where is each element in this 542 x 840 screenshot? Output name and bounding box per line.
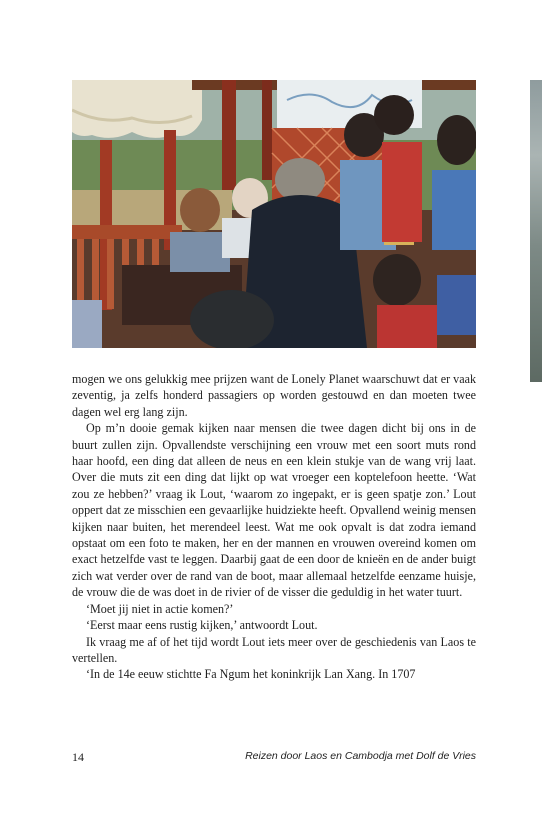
body-text [72,371,476,683]
paragraph: mogen we ons gelukkig mee prijzen want de Lonely Planet waarschuwt dat er vaak zeventig, ja zelfs honderd passagiers op worden gestouwd en dan moeten twee dagen wel erg lang zijn. [72,372,476,419]
boat-photo [72,80,476,348]
paragraph: Ik vraag me af of het tijd wordt Lout iets meer over de geschiedenis van Laos te vertellen. [72,634,476,665]
boat-photo-illustration [72,80,476,348]
paragraph: ‘In de 14e eeuw stichtte Fa Ngum het koninkrijk Lan Xang. In 1707 [86,667,416,682]
adjacent-page-photo-edge [530,80,542,382]
paragraph: ‘Moet jij niet in actie komen?’ [86,601,234,616]
paragraph: Op m’n dooie gemak kijken naar mensen die twee dagen dicht bij ons in de buurt zullen zijn. Opvallendste verschijning een vrouw met een soort muts rond haar hoofd, een ding dat alleen de neus en een klein stukje van de wang vrij laat. Over die muts zit een ding dat lijkt op wat vroeger een koptelefoon heette. ‘Wat zou ze hebben?’ vraag ik Lout, ‘waarom zo ingepakt, er is geen spatje zon.’ Lout oppert dat ze misschien een gevaarlijke huidziekte heeft. Opvallend weinig mensen kijken naar buiten, het merendeel leest. Wat me ook opvalt is dat zodra iemand opstaat om een foto te maken, her en der mannen en vrouwen overeind komen om exact hetzelfde vast te leggen. Daarbij gaat de een door de knieën en de ander buigt zich wat verder over de rand van de boot, maar allemaal hetzelfde eenzame huisje, de vrouw die de was doet in de rivier of de visser die geduldig in het water tuurt. [72,421,476,600]
running-title: Reizen door Laos en Cambodja met Dolf de Vries [245,750,476,762]
page-number: 14 [72,750,84,764]
page-footer [72,750,476,766]
paragraph: ‘Eerst maar eens rustig kijken,’ antwoordt Lout. [86,618,318,633]
